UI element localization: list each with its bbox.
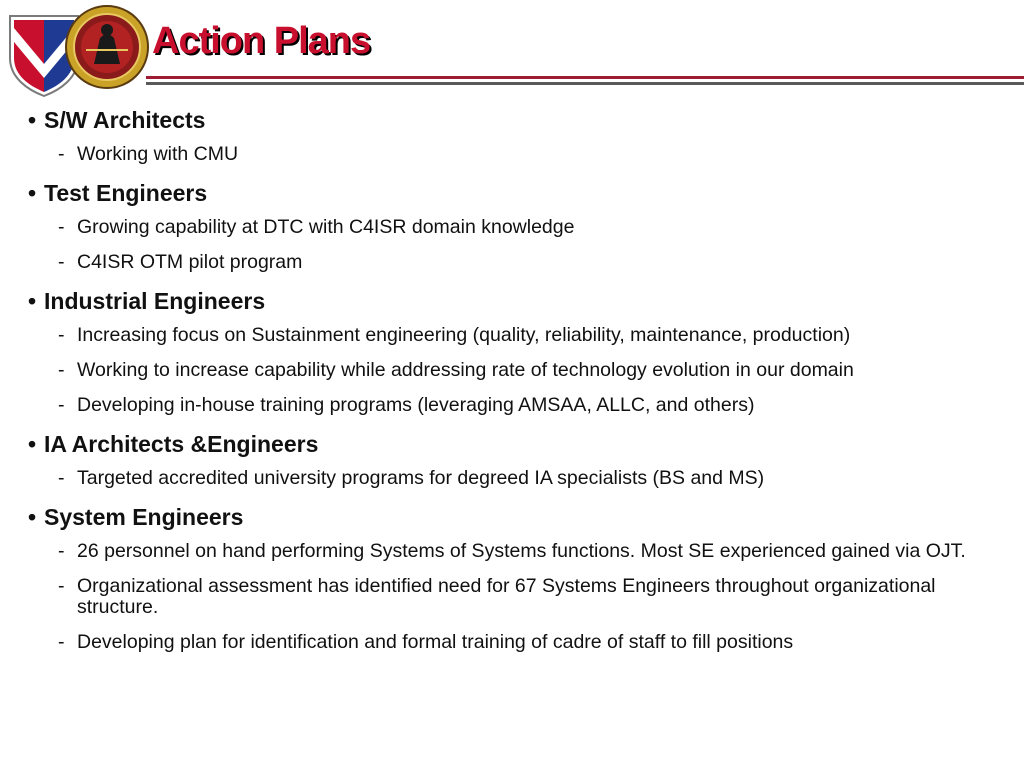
bullet-heading-text: System Engineers: [44, 504, 244, 530]
sub-item-text: Developing in-house training programs (leveraging AMSAA, ALLC, and others): [77, 394, 755, 416]
sub-item: [28, 360, 1008, 381]
sub-item-text: Increasing focus on Sustainment engineering (quality, reliability, maintenance, production): [77, 324, 851, 346]
section-sw-architects: [28, 106, 1008, 165]
page-title: Action Plans: [152, 20, 371, 62]
slide-header: [0, 0, 1024, 100]
sub-list: [28, 217, 1008, 273]
sub-item-text: Developing plan for identification and formal training of cadre of staff to fill positions: [77, 631, 794, 653]
sub-item-text: C4ISR OTM pilot program: [77, 251, 303, 273]
dash-marker: -: [58, 143, 65, 165]
sub-item: [28, 576, 1008, 618]
dash-marker: -: [58, 631, 65, 653]
dash-marker: -: [58, 251, 65, 273]
sub-item: [28, 252, 1008, 273]
bullet-heading-text: IA Architects &Engineers: [44, 431, 319, 457]
dash-marker: -: [58, 575, 65, 597]
sub-item-text: Targeted accredited university programs for degreed IA specialists (BS and MS): [77, 467, 765, 489]
header-rule-red: [146, 76, 1024, 79]
sub-list: [28, 541, 1008, 653]
sub-item: [28, 325, 1008, 346]
header-rule-gray: [146, 82, 1024, 85]
dash-marker: -: [58, 359, 65, 381]
sub-item-text: Organizational assessment has identified need for 67 Systems Engineers throughout organizational structure.: [77, 575, 936, 618]
sub-item: [28, 217, 1008, 238]
bullet-dot: •: [28, 431, 37, 457]
bullet-heading: [28, 503, 1008, 531]
sub-list: [28, 468, 1008, 489]
sub-item-text: 26 personnel on hand performing Systems of Systems functions. Most SE experienced gained via OJT.: [77, 540, 966, 562]
sub-item: [28, 144, 1008, 165]
sub-item-text: Working to increase capability while addressing rate of technology evolution in our domain: [77, 359, 854, 381]
slide-content: [28, 106, 1008, 667]
sub-item: [28, 395, 1008, 416]
bullet-dot: •: [28, 288, 37, 314]
sub-list: [28, 144, 1008, 165]
section-system-engineers: [28, 503, 1008, 653]
dash-marker: -: [58, 394, 65, 416]
sub-list: [28, 325, 1008, 416]
sub-item: [28, 468, 1008, 489]
section-ia-architects: [28, 430, 1008, 489]
bullet-dot: •: [28, 107, 37, 133]
bullet-heading: [28, 179, 1008, 207]
sub-item: [28, 632, 1008, 653]
bullet-heading-text: S/W Architects: [44, 107, 206, 133]
command-seal-logo: [64, 4, 150, 90]
section-industrial-engineers: [28, 287, 1008, 416]
dash-marker: -: [58, 540, 65, 562]
section-test-engineers: [28, 179, 1008, 273]
bullet-heading: [28, 287, 1008, 315]
dash-marker: -: [58, 467, 65, 489]
sub-item: [28, 541, 1008, 562]
bullet-heading: [28, 430, 1008, 458]
dash-marker: -: [58, 216, 65, 238]
bullet-heading-text: Industrial Engineers: [44, 288, 266, 314]
bullet-dot: •: [28, 504, 37, 530]
bullet-dot: •: [28, 180, 37, 206]
dash-marker: -: [58, 324, 65, 346]
sub-item-text: Working with CMU: [77, 143, 239, 165]
bullet-heading-text: Test Engineers: [44, 180, 208, 206]
sub-item-text: Growing capability at DTC with C4ISR domain knowledge: [77, 216, 575, 238]
bullet-heading: [28, 106, 1008, 134]
